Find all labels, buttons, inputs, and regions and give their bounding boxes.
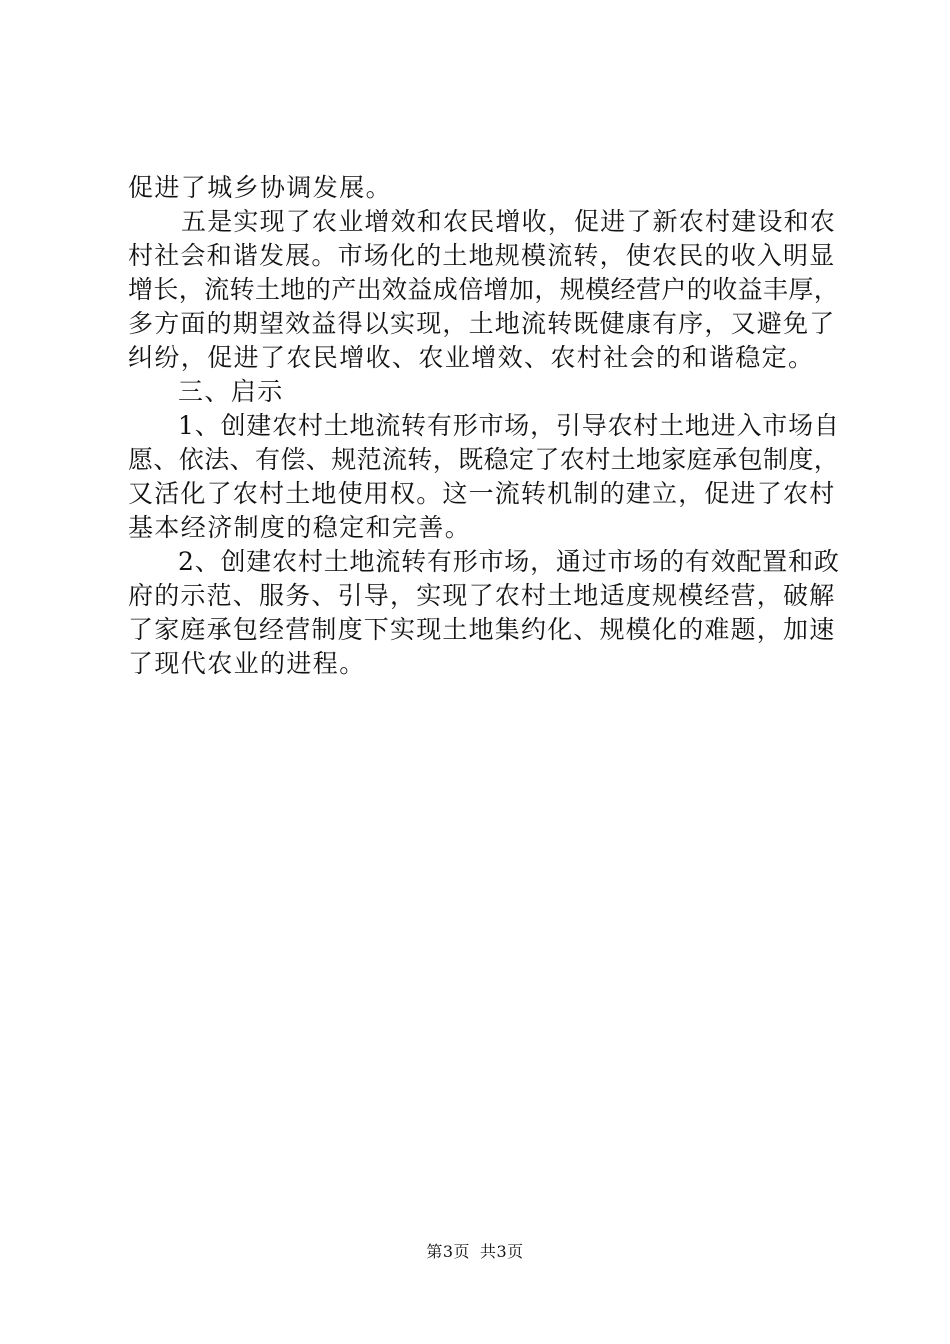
section-heading: 三、启示 [178, 377, 284, 406]
body-text-line: 了家庭承包经营制度下实现土地集约化、规模化的难题，加速 [128, 615, 836, 644]
body-text-line: 愿、依法、有偿、规范流转，既稳定了农村土地家庭承包制度， [128, 445, 840, 474]
page-footer [0, 1241, 950, 1263]
page-number-current: 第3页 [426, 1242, 470, 1261]
body-text-line: 府的示范、服务、引导，实现了农村土地适度规模经营，破解 [128, 581, 836, 610]
body-text-line: 纠纷，促进了农民增收、农业增效、农村社会的和谐稳定。 [128, 343, 815, 372]
page-number-total: 共3页 [480, 1242, 524, 1261]
body-text-line: 促进了城乡协调发展。 [128, 173, 393, 202]
body-text-line: 五是实现了农业增效和农民增收，促进了新农村建设和农 [181, 207, 837, 236]
body-text-line: 2、创建农村土地流转有形市场，通过市场的有效配置和政 [178, 547, 840, 576]
body-text-line: 基本经济制度的稳定和完善。 [128, 513, 472, 542]
body-text-line: 1、创建农村土地流转有形市场，引导农村土地进入市场自 [178, 411, 840, 440]
body-text-line: 多方面的期望效益得以实现，土地流转既健康有序，又避免了 [128, 309, 836, 338]
body-text-line: 村社会和谐发展。市场化的土地规模流转，使农民的收入明显 [128, 241, 836, 270]
body-text-line: 了现代农业的进程。 [128, 649, 366, 678]
body-text-line: 增长，流转土地的产出效益成倍增加，规模经营户的收益丰厚， [128, 275, 840, 304]
body-text-line: 又活化了农村土地使用权。这一流转机制的建立，促进了农村 [128, 479, 836, 508]
